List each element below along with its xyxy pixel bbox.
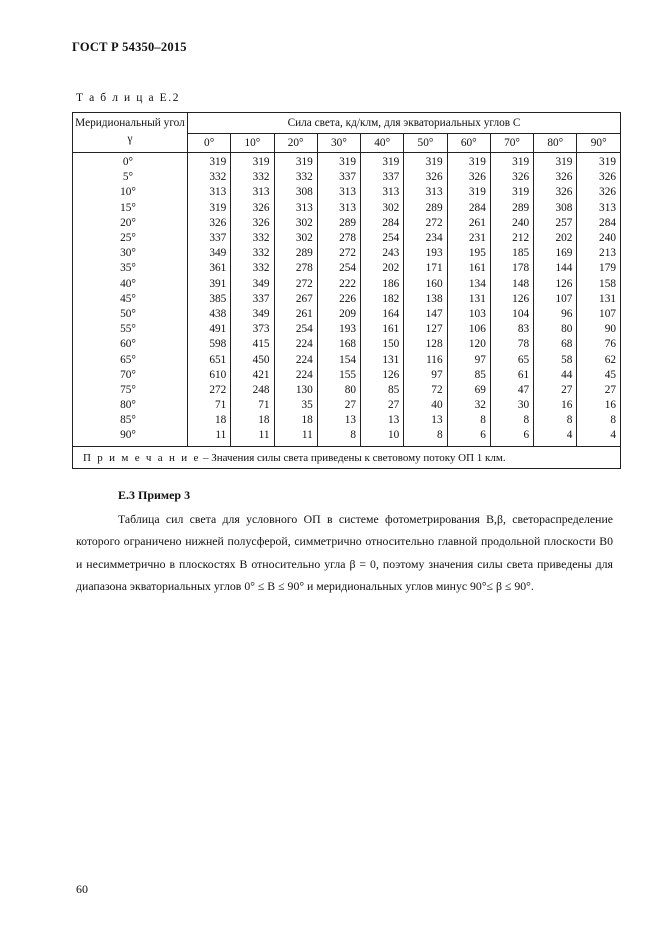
- intensity-cell: 212: [490, 231, 533, 246]
- intensity-cell: 224: [274, 337, 317, 352]
- intensity-cell: 261: [274, 307, 317, 322]
- intensity-cell: 90: [577, 322, 621, 337]
- intensity-cell: 40: [404, 398, 447, 413]
- page-number: 60: [76, 882, 88, 896]
- intensity-cell: 261: [447, 216, 490, 231]
- intensity-cell: 130: [274, 383, 317, 398]
- intensity-cell: 8: [447, 413, 490, 428]
- intensity-cell: 27: [317, 398, 360, 413]
- intensity-cell: 326: [188, 216, 231, 231]
- intensity-cell: 289: [404, 201, 447, 216]
- intensity-cell: 222: [317, 277, 360, 292]
- intensity-cell: 326: [577, 185, 621, 200]
- meridional-angle-cell: 10°: [73, 185, 188, 200]
- meridional-angle-cell: 70°: [73, 368, 188, 383]
- intensity-cell: 182: [361, 292, 404, 307]
- table-caption: Т а б л и ц а Е.2: [76, 92, 181, 104]
- intensity-cell: 226: [317, 292, 360, 307]
- intensity-cell: 651: [188, 352, 231, 367]
- intensity-cell: 195: [447, 246, 490, 261]
- intensity-cell: 254: [274, 322, 317, 337]
- intensity-cell: 8: [577, 413, 621, 428]
- meridional-angle-cell: 65°: [73, 352, 188, 367]
- intensity-cell: 104: [490, 307, 533, 322]
- intensity-cell: 58: [534, 352, 577, 367]
- intensity-cell: 13: [361, 413, 404, 428]
- intensity-cell: 313: [404, 185, 447, 200]
- meridional-angle-cell: 5°: [73, 170, 188, 185]
- intensity-cell: 610: [188, 368, 231, 383]
- intensity-cell: 97: [404, 368, 447, 383]
- intensity-cell: 313: [231, 185, 274, 200]
- intensity-cell: 62: [577, 352, 621, 367]
- column-header: 50°: [404, 134, 447, 153]
- intensity-cell: 107: [534, 292, 577, 307]
- intensity-cell: 438: [188, 307, 231, 322]
- intensity-cell: 313: [317, 201, 360, 216]
- intensity-cell: 224: [274, 368, 317, 383]
- meridional-angle-cell: 90°: [73, 428, 188, 446]
- meridional-angle-cell: 15°: [73, 201, 188, 216]
- intensity-cell: 202: [361, 261, 404, 276]
- intensity-cell: 171: [404, 261, 447, 276]
- intensity-cell: 27: [534, 383, 577, 398]
- intensity-cell: 13: [404, 413, 447, 428]
- intensity-cell: 257: [534, 216, 577, 231]
- intensity-cell: 107: [577, 307, 621, 322]
- intensity-cell: 326: [490, 170, 533, 185]
- intensity-cell: 18: [188, 413, 231, 428]
- intensity-cell: 326: [534, 170, 577, 185]
- note-text: – Значения силы света приведены к световому потоку ОП 1 клм.: [200, 451, 506, 464]
- intensity-cell: 13: [317, 413, 360, 428]
- intensity-cell: 289: [490, 201, 533, 216]
- intensity-cell: 32: [447, 398, 490, 413]
- intensity-cell: 349: [231, 307, 274, 322]
- intensity-cell: 391: [188, 277, 231, 292]
- intensity-cell: 11: [188, 428, 231, 446]
- table-row: [73, 383, 621, 398]
- intensity-cell: 168: [317, 337, 360, 352]
- intensity-cell: 302: [274, 216, 317, 231]
- intensity-cell: 319: [274, 153, 317, 171]
- column-header: 90°: [577, 134, 621, 153]
- table-row: [73, 201, 621, 216]
- intensity-cell: 209: [317, 307, 360, 322]
- intensity-cell: 598: [188, 337, 231, 352]
- intensity-cell: 6: [447, 428, 490, 446]
- table-row: [73, 153, 621, 171]
- intensity-cell: 103: [447, 307, 490, 322]
- table-row: [73, 261, 621, 276]
- intensity-cell: 164: [361, 307, 404, 322]
- meridional-angle-cell: 50°: [73, 307, 188, 322]
- intensity-cell: 179: [577, 261, 621, 276]
- row-header-meridional-angle: Меридиональный угол γ: [73, 113, 188, 153]
- intensity-cell: 155: [317, 368, 360, 383]
- meridional-angle-cell: 25°: [73, 231, 188, 246]
- intensity-cell: 284: [577, 216, 621, 231]
- intensity-cell: 83: [490, 322, 533, 337]
- meridional-angle-cell: 55°: [73, 322, 188, 337]
- column-header: 0°: [188, 134, 231, 153]
- intensity-cell: 35: [274, 398, 317, 413]
- meridional-angle-cell: 35°: [73, 261, 188, 276]
- intensity-cell: 186: [361, 277, 404, 292]
- table-row: [73, 307, 621, 322]
- intensity-cell: 18: [274, 413, 317, 428]
- intensity-cell: 491: [188, 322, 231, 337]
- intensity-cell: 150: [361, 337, 404, 352]
- intensity-cell: 326: [404, 170, 447, 185]
- intensity-cell: 106: [447, 322, 490, 337]
- intensity-cell: 326: [577, 170, 621, 185]
- intensity-cell: 116: [404, 352, 447, 367]
- intensity-cell: 71: [188, 398, 231, 413]
- meridional-angle-cell: 80°: [73, 398, 188, 413]
- intensity-cell: 8: [490, 413, 533, 428]
- intensity-cell: 332: [231, 170, 274, 185]
- intensity-cell: 373: [231, 322, 274, 337]
- column-header: 20°: [274, 134, 317, 153]
- intensity-cell: 80: [317, 383, 360, 398]
- meridional-angle-cell: 30°: [73, 246, 188, 261]
- intensity-cell: 126: [534, 277, 577, 292]
- table-row: [73, 322, 621, 337]
- intensity-cell: 254: [361, 231, 404, 246]
- table-row: [73, 413, 621, 428]
- intensity-cell: 361: [188, 261, 231, 276]
- note-prefix: П р и м е ч а н и е: [83, 451, 201, 464]
- intensity-cell: 326: [231, 216, 274, 231]
- light-intensity-table: [72, 112, 621, 469]
- intensity-cell: 96: [534, 307, 577, 322]
- intensity-cell: 72: [404, 383, 447, 398]
- intensity-cell: 126: [361, 368, 404, 383]
- intensity-cell: 4: [577, 428, 621, 446]
- intensity-cell: 254: [317, 261, 360, 276]
- intensity-cell: 231: [447, 231, 490, 246]
- intensity-cell: 30: [490, 398, 533, 413]
- intensity-cell: 10: [361, 428, 404, 446]
- intensity-cell: 160: [404, 277, 447, 292]
- table-row: [73, 231, 621, 246]
- column-header: 40°: [361, 134, 404, 153]
- intensity-cell: 18: [231, 413, 274, 428]
- intensity-cell: 319: [188, 201, 231, 216]
- intensity-cell: 78: [490, 337, 533, 352]
- table-row: [73, 246, 621, 261]
- intensity-cell: 128: [404, 337, 447, 352]
- meridional-angle-cell: 45°: [73, 292, 188, 307]
- intensity-cell: 193: [317, 322, 360, 337]
- intensity-cell: 421: [231, 368, 274, 383]
- column-header: 80°: [534, 134, 577, 153]
- intensity-cell: 16: [577, 398, 621, 413]
- intensity-cell: 202: [534, 231, 577, 246]
- meridional-angle-cell: 0°: [73, 153, 188, 171]
- table-row: [73, 170, 621, 185]
- intensity-cell: 45: [577, 368, 621, 383]
- intensity-cell: 27: [361, 398, 404, 413]
- intensity-cell: 319: [361, 153, 404, 171]
- intensity-cell: 126: [490, 292, 533, 307]
- intensity-cell: 332: [274, 170, 317, 185]
- intensity-cell: 148: [490, 277, 533, 292]
- intensity-cell: 224: [274, 352, 317, 367]
- intensity-cell: 415: [231, 337, 274, 352]
- intensity-cell: 243: [361, 246, 404, 261]
- intensity-cell: 16: [534, 398, 577, 413]
- intensity-cell: 240: [490, 216, 533, 231]
- intensity-cell: 272: [188, 383, 231, 398]
- intensity-cell: 289: [317, 216, 360, 231]
- table-row: [73, 337, 621, 352]
- intensity-cell: 319: [317, 153, 360, 171]
- intensity-cell: 332: [188, 170, 231, 185]
- column-header: 10°: [231, 134, 274, 153]
- table-row: [73, 216, 621, 231]
- table-row: [73, 277, 621, 292]
- intensity-cell: 144: [534, 261, 577, 276]
- intensity-cell: 450: [231, 352, 274, 367]
- intensity-cell: 47: [490, 383, 533, 398]
- intensity-cell: 319: [577, 153, 621, 171]
- intensity-cell: 313: [361, 185, 404, 200]
- intensity-cell: 326: [447, 170, 490, 185]
- intensity-cell: 8: [404, 428, 447, 446]
- intensity-cell: 272: [317, 246, 360, 261]
- intensity-cell: 332: [231, 246, 274, 261]
- intensity-cell: 385: [188, 292, 231, 307]
- intensity-cell: 313: [188, 185, 231, 200]
- intensity-cell: 349: [231, 277, 274, 292]
- intensity-cell: 61: [490, 368, 533, 383]
- meridional-angle-cell: 85°: [73, 413, 188, 428]
- intensity-cell: 319: [231, 153, 274, 171]
- intensity-cell: 213: [577, 246, 621, 261]
- intensity-cell: 154: [317, 352, 360, 367]
- intensity-cell: 308: [534, 201, 577, 216]
- intensity-cell: 11: [231, 428, 274, 446]
- intensity-cell: 313: [274, 201, 317, 216]
- intensity-cell: 319: [188, 153, 231, 171]
- example-paragraph: Таблица сил света для условного ОП в системе фотометрирования B,β, светораспределение которого ограничено нижней полусферой, симметрично относительно главной продольной плоскости B0 и несимметрично в плоскостях B относительно угла β = 0, поэтому значения силы света приведены для диапазона экваториальных углов 0° ≤ B ≤ 90° и меридиональных углов минус 90°≤ β ≤ 90°.: [76, 512, 613, 593]
- document-header: ГОСТ Р 54350–2015: [72, 40, 187, 54]
- table-row: [73, 185, 621, 200]
- intensity-cell: 138: [404, 292, 447, 307]
- intensity-cell: 120: [447, 337, 490, 352]
- intensity-cell: 178: [490, 261, 533, 276]
- intensity-cell: 284: [361, 216, 404, 231]
- intensity-cell: 349: [188, 246, 231, 261]
- intensity-cell: 44: [534, 368, 577, 383]
- intensity-cell: 193: [404, 246, 447, 261]
- intensity-cell: 337: [361, 170, 404, 185]
- intensity-cell: 278: [274, 261, 317, 276]
- intensity-cell: 161: [447, 261, 490, 276]
- intensity-cell: 272: [404, 216, 447, 231]
- intensity-cell: 4: [534, 428, 577, 446]
- intensity-cell: 248: [231, 383, 274, 398]
- intensity-cell: 234: [404, 231, 447, 246]
- intensity-cell: 69: [447, 383, 490, 398]
- intensity-cell: 131: [361, 352, 404, 367]
- intensity-cell: 308: [274, 185, 317, 200]
- intensity-cell: 147: [404, 307, 447, 322]
- intensity-cell: 337: [188, 231, 231, 246]
- intensity-cell: 131: [447, 292, 490, 307]
- intensity-cell: 185: [490, 246, 533, 261]
- intensity-cell: 65: [490, 352, 533, 367]
- intensity-cell: 6: [490, 428, 533, 446]
- intensity-cell: 85: [361, 383, 404, 398]
- section-title: Е.3 Пример 3: [118, 488, 191, 502]
- table-row: [73, 368, 621, 383]
- intensity-cell: 68: [534, 337, 577, 352]
- intensity-cell: 326: [534, 185, 577, 200]
- intensity-cell: 302: [274, 231, 317, 246]
- intensity-cell: 337: [231, 292, 274, 307]
- intensity-cell: 278: [317, 231, 360, 246]
- intensity-cell: 80: [534, 322, 577, 337]
- column-header: 30°: [317, 134, 360, 153]
- intensity-cell: 240: [577, 231, 621, 246]
- intensity-cell: 85: [447, 368, 490, 383]
- intensity-cell: 272: [274, 277, 317, 292]
- intensity-cell: 267: [274, 292, 317, 307]
- intensity-cell: 313: [317, 185, 360, 200]
- column-header: 60°: [447, 134, 490, 153]
- intensity-cell: 319: [447, 153, 490, 171]
- intensity-cell: 319: [490, 153, 533, 171]
- intensity-cell: 11: [274, 428, 317, 446]
- intensity-cell: 8: [317, 428, 360, 446]
- column-header: 70°: [490, 134, 533, 153]
- intensity-cell: 289: [274, 246, 317, 261]
- group-header-equatorial: Сила света, кд/клм, для экваториальных углов C: [188, 113, 621, 134]
- table-note: [73, 446, 621, 468]
- meridional-angle-cell: 20°: [73, 216, 188, 231]
- intensity-cell: 131: [577, 292, 621, 307]
- intensity-cell: 319: [490, 185, 533, 200]
- intensity-cell: 71: [231, 398, 274, 413]
- intensity-cell: 27: [577, 383, 621, 398]
- intensity-cell: 313: [577, 201, 621, 216]
- intensity-cell: 302: [361, 201, 404, 216]
- table-row: [73, 352, 621, 367]
- intensity-cell: 319: [447, 185, 490, 200]
- intensity-cell: 332: [231, 231, 274, 246]
- intensity-cell: 169: [534, 246, 577, 261]
- meridional-angle-cell: 75°: [73, 383, 188, 398]
- intensity-cell: 134: [447, 277, 490, 292]
- intensity-cell: 319: [404, 153, 447, 171]
- intensity-cell: 337: [317, 170, 360, 185]
- intensity-cell: 161: [361, 322, 404, 337]
- meridional-angle-cell: 60°: [73, 337, 188, 352]
- intensity-cell: 326: [231, 201, 274, 216]
- intensity-cell: 158: [577, 277, 621, 292]
- intensity-cell: 284: [447, 201, 490, 216]
- table-row: [73, 428, 621, 446]
- intensity-cell: 97: [447, 352, 490, 367]
- intensity-cell: 76: [577, 337, 621, 352]
- table-row: [73, 398, 621, 413]
- intensity-cell: 319: [534, 153, 577, 171]
- intensity-cell: 127: [404, 322, 447, 337]
- intensity-cell: 332: [231, 261, 274, 276]
- table-row: [73, 292, 621, 307]
- meridional-angle-cell: 40°: [73, 277, 188, 292]
- intensity-cell: 8: [534, 413, 577, 428]
